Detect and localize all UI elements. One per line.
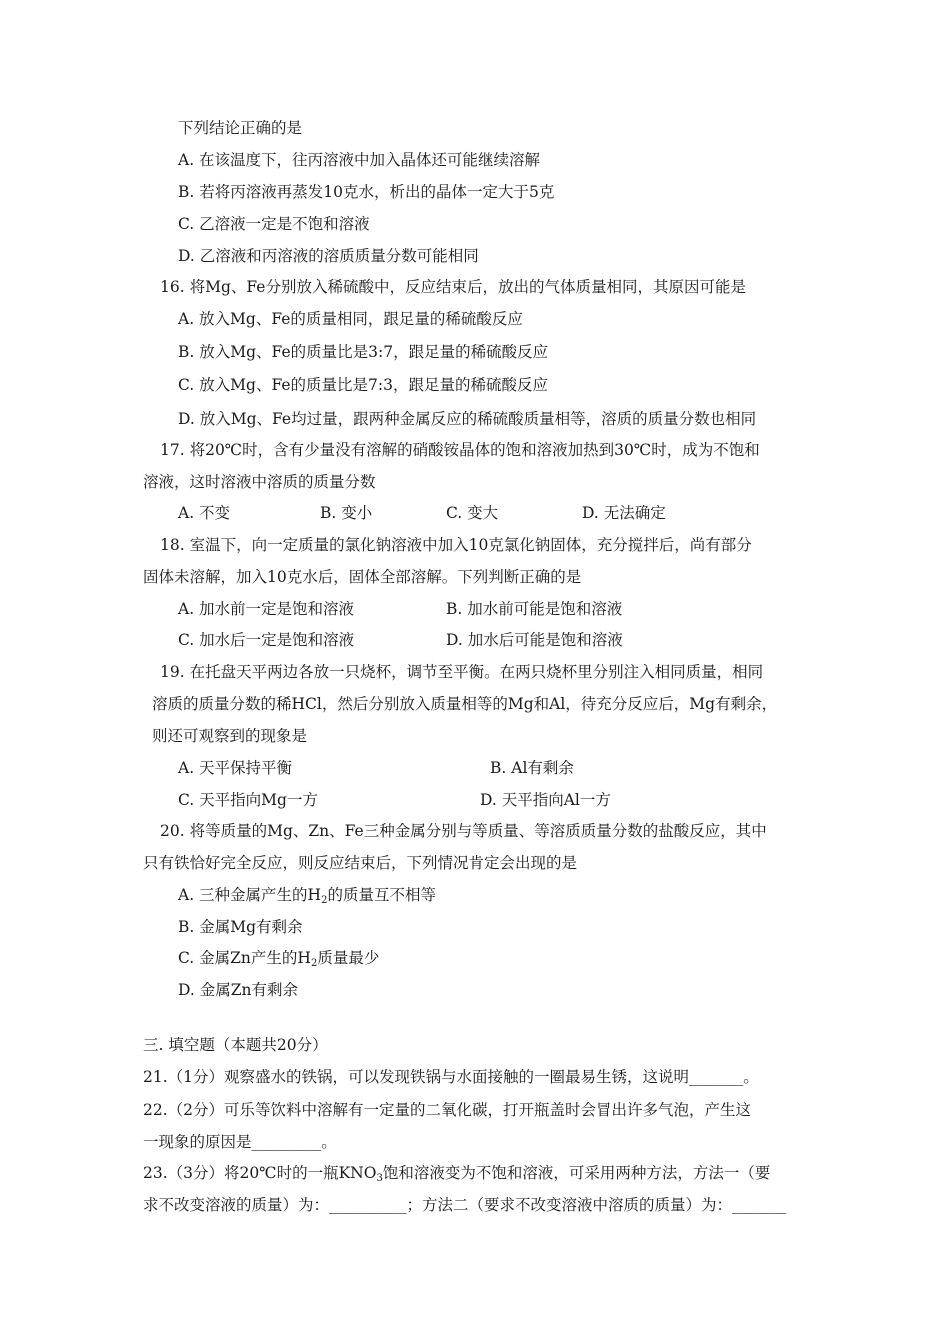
q19-option-b: B. Al有剩余 [490,759,574,777]
q17-stem-line2: 溶液，这时溶液中溶质的质量分数 [143,473,376,491]
q15-option-d: D. 乙溶液和丙溶液的溶质质量分数可能相同 [178,247,479,265]
h2-subscript: 2 [321,895,328,906]
q16-option-a: A. 放入Mg、Fe的质量相同，跟足量的稀硫酸反应 [178,310,523,328]
q20-option-a [178,885,436,908]
q17-option-b: B. 变小 [320,504,373,522]
q20-option-a-post: 的质量互不相等 [327,886,436,904]
q22-line1: 22.（2分）可乐等饮料中溶解有一定量的二氧化碳，打开瓶盖时会冒出许多气泡，产生这 [143,1101,752,1119]
q20-option-a-pre: A. 三种金属产生的H [178,886,322,904]
q19-option-a: A. 天平保持平衡 [178,759,293,777]
q22-line2: 一现象的原因是_________。 [143,1133,337,1151]
q19-option-c: C. 天平指向Mg一方 [178,791,318,809]
no3-subscript: 3 [376,1173,383,1184]
q18-stem-line1: 18. 室温下，向一定质量的氯化钠溶液中加入10克氯化钠固体，充分搅拌后，尚有部分 [160,536,752,554]
q18-stem-line2: 固体未溶解，加入10克水后，固体全部溶解。下列判断正确的是 [143,568,582,586]
q16-option-c: C. 放入Mg、Fe的质量比是7:3，跟足量的稀硫酸反应 [178,376,548,394]
q18-option-a: A. 加水前一定是饱和溶液 [178,600,355,618]
q15-intro: 下列结论正确的是 [178,119,303,137]
q23-line2: 求不改变溶液的质量）为：__________；方法二（要求不改变溶液中溶质的质量）为：_______ [143,1196,787,1214]
section-3-heading: 三. 填空题（本题共20分） [143,1036,328,1054]
q15-option-a: A. 在该温度下，往丙溶液中加入晶体还可能继续溶解 [178,151,541,169]
h2-subscript: 2 [310,958,318,969]
q20-stem-line2: 只有铁恰好完全反应，则反应结束后，下列情况肯定会出现的是 [143,854,578,872]
q15-option-b: B. 若将丙溶液再蒸发10克水，析出的晶体一定大于5克 [178,183,555,201]
q20-option-c-post: 质量最少 [317,949,380,967]
q15-option-c: C. 乙溶液一定是不饱和溶液 [178,215,370,233]
q18-option-c: C. 加水后一定是饱和溶液 [178,631,355,649]
q19-stem-line1: 19. 在托盘天平两边各放一只烧杯，调节至平衡。在两只烧杯里分别注入相同质量，相同 [160,663,764,681]
q17-option-a: A. 不变 [178,504,231,522]
q23-line1-pre: 23.（3分）将20℃时的一瓶KNO [143,1164,377,1182]
q20-option-c-pre: C. 金属Zn产生的H [178,949,311,967]
q16-option-b: B. 放入Mg、Fe的质量比是3:7，跟足量的稀硫酸反应 [178,343,549,361]
q20-option-d: D. 金属Zn有剩余 [178,981,298,999]
q17-stem-line1: 17. 将20℃时，含有少量没有溶解的硝酸铵晶体的饱和溶液加热到30℃时，成为不饱和 [160,441,760,459]
q17-option-d: D. 无法确定 [582,504,666,522]
q20-stem-line1: 20. 将等质量的Mg、Zn、Fe三种金属分别与等质量、等溶质质量分数的盐酸反应，其中 [160,822,767,840]
q20-option-b: B. 金属Mg有剩余 [178,918,303,936]
q18-option-b: B. 加水前可能是饱和溶液 [446,600,623,618]
q16-option-d: D. 放入Mg、Fe均过量，跟两种金属反应的稀硫酸质量相等，溶质的质量分数也相同 [178,410,757,428]
q19-stem-line3: 则还可观察到的现象是 [152,727,308,745]
q20-option-c [178,948,379,971]
q19-stem-line2: 溶质的质量分数的稀HCl，然后分别放入质量相等的Mg和Al，待充分反应后，Mg有剩余， [152,695,778,713]
q23-line1 [143,1163,770,1186]
q23-line1-post: 饱和溶液变为不饱和溶液，可采用两种方法，方法一（要 [382,1164,771,1182]
q19-option-d: D. 天平指向Al一方 [480,791,611,809]
q18-option-d: D. 加水后可能是饱和溶液 [446,631,623,649]
q16-stem: 16. 将Mg、Fe分别放入稀硫酸中，反应结束后，放出的气体质量相同，其原因可能是 [160,278,746,296]
q17-option-c: C. 变大 [446,504,499,522]
q21-text: 21.（1分）观察盛水的铁锅，可以发现铁锅与水面接触的一圈最易生锈，这说明_______。 [143,1068,759,1086]
